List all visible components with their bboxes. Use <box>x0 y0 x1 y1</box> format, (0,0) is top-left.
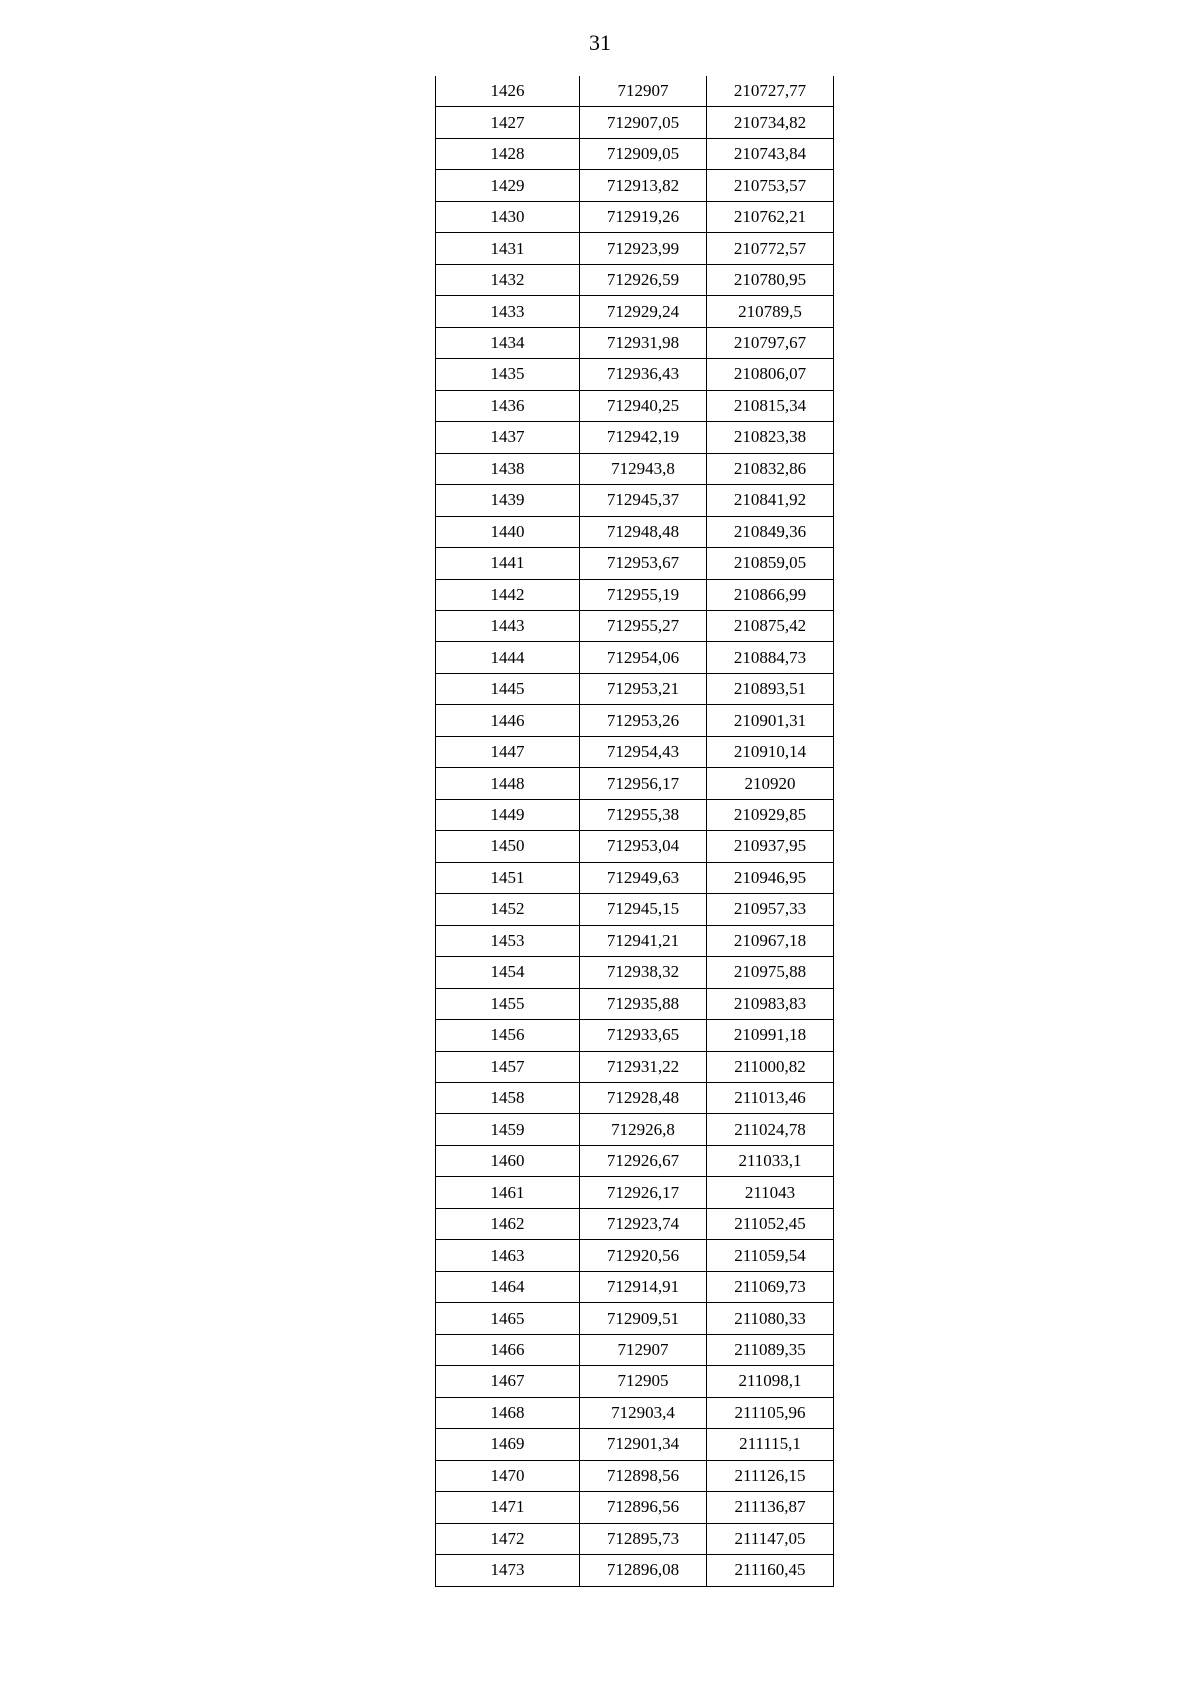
x-coordinate-cell: 712945,15 <box>580 894 707 925</box>
y-coordinate-cell: 210910,14 <box>707 736 834 767</box>
x-coordinate-cell: 712928,48 <box>580 1083 707 1114</box>
point-number-cell: 1429 <box>436 170 580 201</box>
y-coordinate-cell: 211126,15 <box>707 1460 834 1491</box>
y-coordinate-cell: 210734,82 <box>707 107 834 138</box>
y-coordinate-cell: 211052,45 <box>707 1208 834 1239</box>
table-row <box>436 1303 834 1334</box>
y-coordinate-cell: 210866,99 <box>707 579 834 610</box>
y-coordinate-cell: 211105,96 <box>707 1397 834 1428</box>
table-row <box>436 107 834 138</box>
table-row <box>436 201 834 232</box>
point-number-cell: 1438 <box>436 453 580 484</box>
x-coordinate-cell: 712907 <box>580 76 707 107</box>
table-row <box>436 138 834 169</box>
x-coordinate-cell: 712926,67 <box>580 1145 707 1176</box>
point-number-cell: 1428 <box>436 138 580 169</box>
point-number-cell: 1430 <box>436 201 580 232</box>
x-coordinate-cell: 712920,56 <box>580 1240 707 1271</box>
x-coordinate-cell: 712909,51 <box>580 1303 707 1334</box>
coordinates-table-body <box>436 76 834 1586</box>
y-coordinate-cell: 211160,45 <box>707 1555 834 1586</box>
x-coordinate-cell: 712945,37 <box>580 485 707 516</box>
x-coordinate-cell: 712923,74 <box>580 1208 707 1239</box>
table-row <box>436 1271 834 1302</box>
table-row <box>436 831 834 862</box>
y-coordinate-cell: 210743,84 <box>707 138 834 169</box>
point-number-cell: 1473 <box>436 1555 580 1586</box>
point-number-cell: 1444 <box>436 642 580 673</box>
table-row <box>436 233 834 264</box>
point-number-cell: 1456 <box>436 1020 580 1051</box>
x-coordinate-cell: 712941,21 <box>580 925 707 956</box>
table-row <box>436 453 834 484</box>
point-number-cell: 1445 <box>436 673 580 704</box>
table-row <box>436 422 834 453</box>
table-row <box>436 1429 834 1460</box>
point-number-cell: 1427 <box>436 107 580 138</box>
table-row <box>436 736 834 767</box>
y-coordinate-cell: 211024,78 <box>707 1114 834 1145</box>
point-number-cell: 1463 <box>436 1240 580 1271</box>
table-row <box>436 957 834 988</box>
point-number-cell: 1464 <box>436 1271 580 1302</box>
point-number-cell: 1426 <box>436 76 580 107</box>
x-coordinate-cell: 712907,05 <box>580 107 707 138</box>
point-number-cell: 1437 <box>436 422 580 453</box>
y-coordinate-cell: 210929,85 <box>707 799 834 830</box>
table-row <box>436 925 834 956</box>
point-number-cell: 1455 <box>436 988 580 1019</box>
y-coordinate-cell: 210832,86 <box>707 453 834 484</box>
page-number: 31 <box>589 30 611 55</box>
table-row <box>436 705 834 736</box>
y-coordinate-cell: 210772,57 <box>707 233 834 264</box>
table-row <box>436 359 834 390</box>
table-row <box>436 799 834 830</box>
table-row <box>436 1051 834 1082</box>
y-coordinate-cell: 210946,95 <box>707 862 834 893</box>
y-coordinate-cell: 210806,07 <box>707 359 834 390</box>
table-row <box>436 516 834 547</box>
table-row <box>436 768 834 799</box>
x-coordinate-cell: 712954,06 <box>580 642 707 673</box>
x-coordinate-cell: 712953,21 <box>580 673 707 704</box>
y-coordinate-cell: 210753,57 <box>707 170 834 201</box>
x-coordinate-cell: 712923,99 <box>580 233 707 264</box>
table-row <box>436 673 834 704</box>
y-coordinate-cell: 210815,34 <box>707 390 834 421</box>
table-row <box>436 1366 834 1397</box>
table-row <box>436 1492 834 1523</box>
point-number-cell: 1433 <box>436 296 580 327</box>
point-number-cell: 1459 <box>436 1114 580 1145</box>
x-coordinate-cell: 712896,56 <box>580 1492 707 1523</box>
y-coordinate-cell: 210991,18 <box>707 1020 834 1051</box>
y-coordinate-cell: 210983,83 <box>707 988 834 1019</box>
table-row <box>436 1020 834 1051</box>
x-coordinate-cell: 712953,04 <box>580 831 707 862</box>
point-number-cell: 1465 <box>436 1303 580 1334</box>
x-coordinate-cell: 712956,17 <box>580 768 707 799</box>
point-number-cell: 1432 <box>436 264 580 295</box>
x-coordinate-cell: 712953,26 <box>580 705 707 736</box>
y-coordinate-cell: 210727,77 <box>707 76 834 107</box>
x-coordinate-cell: 712926,8 <box>580 1114 707 1145</box>
x-coordinate-cell: 712896,08 <box>580 1555 707 1586</box>
y-coordinate-cell: 211000,82 <box>707 1051 834 1082</box>
y-coordinate-cell: 211147,05 <box>707 1523 834 1554</box>
y-coordinate-cell: 211043 <box>707 1177 834 1208</box>
table-row <box>436 264 834 295</box>
table-row <box>436 296 834 327</box>
x-coordinate-cell: 712913,82 <box>580 170 707 201</box>
x-coordinate-cell: 712926,59 <box>580 264 707 295</box>
point-number-cell: 1469 <box>436 1429 580 1460</box>
table-row <box>436 327 834 358</box>
y-coordinate-cell: 211033,1 <box>707 1145 834 1176</box>
point-number-cell: 1460 <box>436 1145 580 1176</box>
table-row <box>436 1083 834 1114</box>
point-number-cell: 1435 <box>436 359 580 390</box>
table-row <box>436 610 834 641</box>
table-row <box>436 170 834 201</box>
table-row <box>436 485 834 516</box>
x-coordinate-cell: 712898,56 <box>580 1460 707 1491</box>
x-coordinate-cell: 712901,34 <box>580 1429 707 1460</box>
table-row <box>436 548 834 579</box>
point-number-cell: 1454 <box>436 957 580 988</box>
y-coordinate-cell: 210859,05 <box>707 548 834 579</box>
point-number-cell: 1447 <box>436 736 580 767</box>
table-row <box>436 1145 834 1176</box>
y-coordinate-cell: 210849,36 <box>707 516 834 547</box>
point-number-cell: 1448 <box>436 768 580 799</box>
y-coordinate-cell: 210901,31 <box>707 705 834 736</box>
point-number-cell: 1466 <box>436 1334 580 1365</box>
point-number-cell: 1431 <box>436 233 580 264</box>
x-coordinate-cell: 712955,27 <box>580 610 707 641</box>
y-coordinate-cell: 210957,33 <box>707 894 834 925</box>
y-coordinate-cell: 210789,5 <box>707 296 834 327</box>
y-coordinate-cell: 210893,51 <box>707 673 834 704</box>
x-coordinate-cell: 712907 <box>580 1334 707 1365</box>
table-row <box>436 1523 834 1554</box>
point-number-cell: 1446 <box>436 705 580 736</box>
x-coordinate-cell: 712936,43 <box>580 359 707 390</box>
x-coordinate-cell: 712938,32 <box>580 957 707 988</box>
table-row <box>436 988 834 1019</box>
y-coordinate-cell: 211089,35 <box>707 1334 834 1365</box>
coordinates-table <box>435 76 834 1587</box>
table-row <box>436 1334 834 1365</box>
point-number-cell: 1436 <box>436 390 580 421</box>
table-row <box>436 579 834 610</box>
table-row <box>436 642 834 673</box>
point-number-cell: 1442 <box>436 579 580 610</box>
point-number-cell: 1458 <box>436 1083 580 1114</box>
x-coordinate-cell: 712955,19 <box>580 579 707 610</box>
point-number-cell: 1439 <box>436 485 580 516</box>
x-coordinate-cell: 712903,4 <box>580 1397 707 1428</box>
x-coordinate-cell: 712895,73 <box>580 1523 707 1554</box>
y-coordinate-cell: 211098,1 <box>707 1366 834 1397</box>
x-coordinate-cell: 712933,65 <box>580 1020 707 1051</box>
y-coordinate-cell: 210875,42 <box>707 610 834 641</box>
y-coordinate-cell: 210841,92 <box>707 485 834 516</box>
y-coordinate-cell: 211059,54 <box>707 1240 834 1271</box>
table-row <box>436 1555 834 1586</box>
point-number-cell: 1449 <box>436 799 580 830</box>
y-coordinate-cell: 210975,88 <box>707 957 834 988</box>
point-number-cell: 1451 <box>436 862 580 893</box>
y-coordinate-cell: 211069,73 <box>707 1271 834 1302</box>
point-number-cell: 1440 <box>436 516 580 547</box>
point-number-cell: 1457 <box>436 1051 580 1082</box>
x-coordinate-cell: 712935,88 <box>580 988 707 1019</box>
table-row <box>436 76 834 107</box>
x-coordinate-cell: 712931,98 <box>580 327 707 358</box>
point-number-cell: 1472 <box>436 1523 580 1554</box>
y-coordinate-cell: 210823,38 <box>707 422 834 453</box>
point-number-cell: 1441 <box>436 548 580 579</box>
y-coordinate-cell: 210797,67 <box>707 327 834 358</box>
y-coordinate-cell: 211013,46 <box>707 1083 834 1114</box>
point-number-cell: 1452 <box>436 894 580 925</box>
table-row <box>436 1397 834 1428</box>
x-coordinate-cell: 712926,17 <box>580 1177 707 1208</box>
point-number-cell: 1462 <box>436 1208 580 1239</box>
table-row <box>436 1177 834 1208</box>
point-number-cell: 1468 <box>436 1397 580 1428</box>
table-row <box>436 390 834 421</box>
table-row <box>436 1208 834 1239</box>
point-number-cell: 1470 <box>436 1460 580 1491</box>
table-row <box>436 1460 834 1491</box>
x-coordinate-cell: 712953,67 <box>580 548 707 579</box>
point-number-cell: 1471 <box>436 1492 580 1523</box>
x-coordinate-cell: 712931,22 <box>580 1051 707 1082</box>
point-number-cell: 1443 <box>436 610 580 641</box>
point-number-cell: 1450 <box>436 831 580 862</box>
x-coordinate-cell: 712909,05 <box>580 138 707 169</box>
table-row <box>436 894 834 925</box>
x-coordinate-cell: 712919,26 <box>580 201 707 232</box>
x-coordinate-cell: 712943,8 <box>580 453 707 484</box>
y-coordinate-cell: 210967,18 <box>707 925 834 956</box>
x-coordinate-cell: 712948,48 <box>580 516 707 547</box>
x-coordinate-cell: 712942,19 <box>580 422 707 453</box>
y-coordinate-cell: 211136,87 <box>707 1492 834 1523</box>
x-coordinate-cell: 712949,63 <box>580 862 707 893</box>
y-coordinate-cell: 210937,95 <box>707 831 834 862</box>
point-number-cell: 1453 <box>436 925 580 956</box>
y-coordinate-cell: 210920 <box>707 768 834 799</box>
table-row <box>436 862 834 893</box>
y-coordinate-cell: 211080,33 <box>707 1303 834 1334</box>
y-coordinate-cell: 210884,73 <box>707 642 834 673</box>
point-number-cell: 1434 <box>436 327 580 358</box>
y-coordinate-cell: 210780,95 <box>707 264 834 295</box>
table-row <box>436 1114 834 1145</box>
x-coordinate-cell: 712914,91 <box>580 1271 707 1302</box>
point-number-cell: 1467 <box>436 1366 580 1397</box>
y-coordinate-cell: 211115,1 <box>707 1429 834 1460</box>
point-number-cell: 1461 <box>436 1177 580 1208</box>
table-row <box>436 1240 834 1271</box>
x-coordinate-cell: 712929,24 <box>580 296 707 327</box>
y-coordinate-cell: 210762,21 <box>707 201 834 232</box>
x-coordinate-cell: 712905 <box>580 1366 707 1397</box>
x-coordinate-cell: 712940,25 <box>580 390 707 421</box>
x-coordinate-cell: 712955,38 <box>580 799 707 830</box>
x-coordinate-cell: 712954,43 <box>580 736 707 767</box>
